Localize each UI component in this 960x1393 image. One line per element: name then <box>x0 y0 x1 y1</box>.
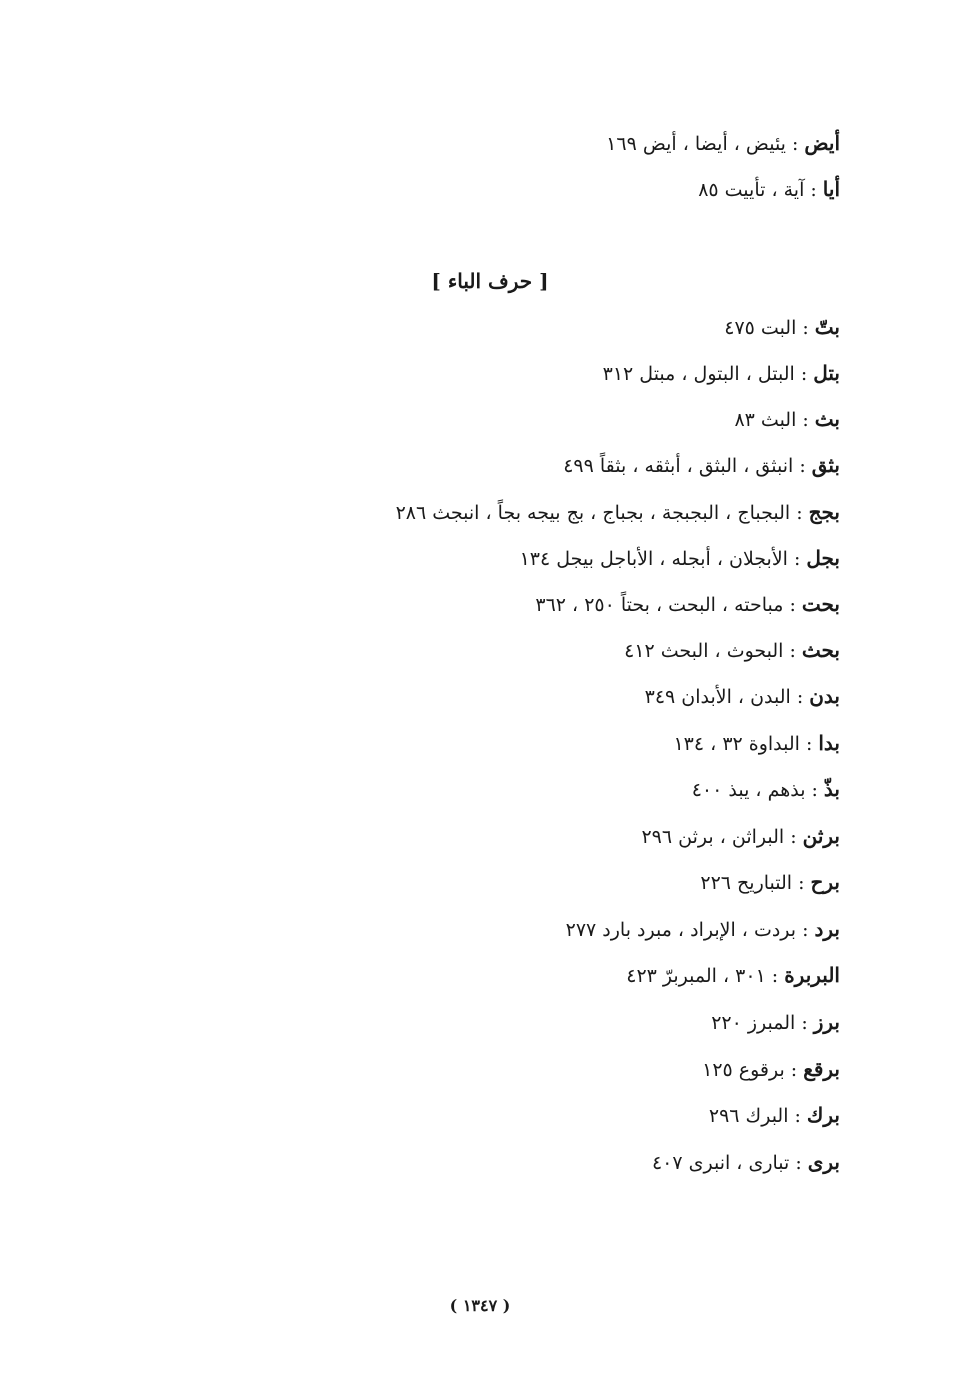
entry-text: البرك ٢٩٦ <box>708 1105 789 1127</box>
entry-root: برح <box>810 870 840 894</box>
entry-separator: : <box>805 733 813 755</box>
entry-root: بدن <box>809 684 840 708</box>
entry-text: يئيض ، أيضا ، أيض ١٦٩ <box>606 133 786 155</box>
entry-text: التباريح ٢٢٦ <box>700 872 793 894</box>
entry-root: بدا <box>818 731 840 755</box>
index-entry <box>692 777 840 802</box>
entry-separator: : <box>802 317 809 339</box>
entry-text: بردت ، الإبراد ، مبرد بارد ٢٧٧ <box>565 919 797 941</box>
entry-root: برثن <box>802 824 840 848</box>
entry-root: برك <box>806 1103 840 1127</box>
entry-text: البتل ، البتول ، مبتل ٣١٢ <box>602 363 795 385</box>
entry-root: البربرة <box>784 963 840 987</box>
index-entry <box>711 1010 840 1035</box>
entry-root: بحت <box>801 592 840 616</box>
entry-text: ٣٠١ ، المبربرّ ٤٢٣ <box>626 965 766 987</box>
entry-text: البت ٤٧٥ <box>724 317 797 339</box>
entry-text: المبرز ٢٢٠ <box>711 1012 796 1034</box>
index-entry <box>673 731 840 756</box>
entry-text: البجباج ، البجبجة ، بجباج ، بج بيجه بجاً ، انبجث ٢٨٦ <box>395 502 791 524</box>
entry-separator: : <box>794 1105 801 1127</box>
index-entry <box>652 1150 840 1175</box>
entry-separator: : <box>789 640 796 662</box>
entry-root: بتل <box>813 361 840 385</box>
index-entry <box>645 684 840 709</box>
entry-text: الأبجلان ، أبجله ، الأباجل بيجل ١٣٤ <box>519 548 788 570</box>
entry-separator: : <box>791 133 799 155</box>
entry-text: آية ، تأييت ٨٥ <box>698 179 805 201</box>
entry-text: برقوع ١٢٥ <box>702 1059 785 1081</box>
entry-root: بذّ <box>823 777 840 801</box>
entry-separator: : <box>798 872 805 894</box>
index-entry <box>566 917 840 942</box>
entry-root: بث <box>814 407 840 431</box>
index-entry <box>641 824 840 849</box>
entry-root: بثق <box>811 453 840 477</box>
index-entry <box>520 546 840 571</box>
entry-root: برى <box>807 1150 840 1174</box>
entry-separator: : <box>793 548 801 570</box>
entry-separator: : <box>796 502 803 524</box>
entry-separator: : <box>810 179 817 201</box>
entry-root: برد <box>814 917 840 941</box>
entry-separator: : <box>801 1012 808 1034</box>
entry-text: البداوة ٣٢ ، ١٣٤ <box>673 733 800 755</box>
page-number: ( ١٣٤٧ ) <box>449 1296 511 1315</box>
index-entry <box>624 638 840 663</box>
entry-separator: : <box>800 363 808 385</box>
entry-separator: : <box>796 686 804 708</box>
index-entry <box>709 1103 840 1128</box>
entry-root: برز <box>813 1010 840 1034</box>
entry-root: بحث <box>801 638 840 662</box>
entry-text: مباحته ، البحت ، بحتاً ٢٥٠ ، ٣٦٢ <box>535 594 784 616</box>
index-entry <box>734 407 840 432</box>
index-entry <box>698 177 840 202</box>
index-entry <box>626 963 840 988</box>
index-entry <box>700 870 840 895</box>
entry-separator: : <box>795 1152 802 1174</box>
entry-separator: : <box>799 455 806 477</box>
entry-root: بتّ <box>814 315 840 339</box>
index-entry <box>702 1057 840 1082</box>
entry-text: البث ٨٣ <box>734 409 797 431</box>
entry-text: البراثن ، برثن ٢٩٦ <box>641 826 785 848</box>
entry-root: بجل <box>806 546 840 570</box>
entry-text: البحوث ، البحث ٤١٢ <box>624 640 784 662</box>
index-entry <box>724 315 840 340</box>
entry-separator: : <box>811 779 818 801</box>
index-entry <box>396 500 840 525</box>
entry-separator: : <box>771 965 779 987</box>
entry-root: أيا <box>822 177 840 201</box>
index-entry <box>563 453 840 478</box>
entry-separator: : <box>802 919 809 941</box>
entry-root: برقع <box>803 1057 840 1081</box>
entry-text: تبارى ، انبرى ٤٠٧ <box>651 1152 790 1174</box>
entry-separator: : <box>790 826 797 848</box>
entry-root: بجج <box>808 500 840 524</box>
section-heading: [ حرف الباء ] <box>431 269 549 293</box>
entry-separator: : <box>789 594 796 616</box>
index-entry <box>603 361 840 386</box>
entry-separator: : <box>802 409 809 431</box>
index-entry <box>606 131 840 156</box>
entry-text: بذهم ، يبذ ٤٠٠ <box>691 779 806 801</box>
entry-separator: : <box>790 1059 798 1081</box>
index-entry <box>535 592 840 617</box>
entry-text: البدن ، الأبدان ٣٤٩ <box>644 686 791 708</box>
entry-root: أيض <box>804 131 840 155</box>
entry-text: انبثق ، البثق ، أبثقه ، بثقاً ٤٩٩ <box>563 455 794 477</box>
